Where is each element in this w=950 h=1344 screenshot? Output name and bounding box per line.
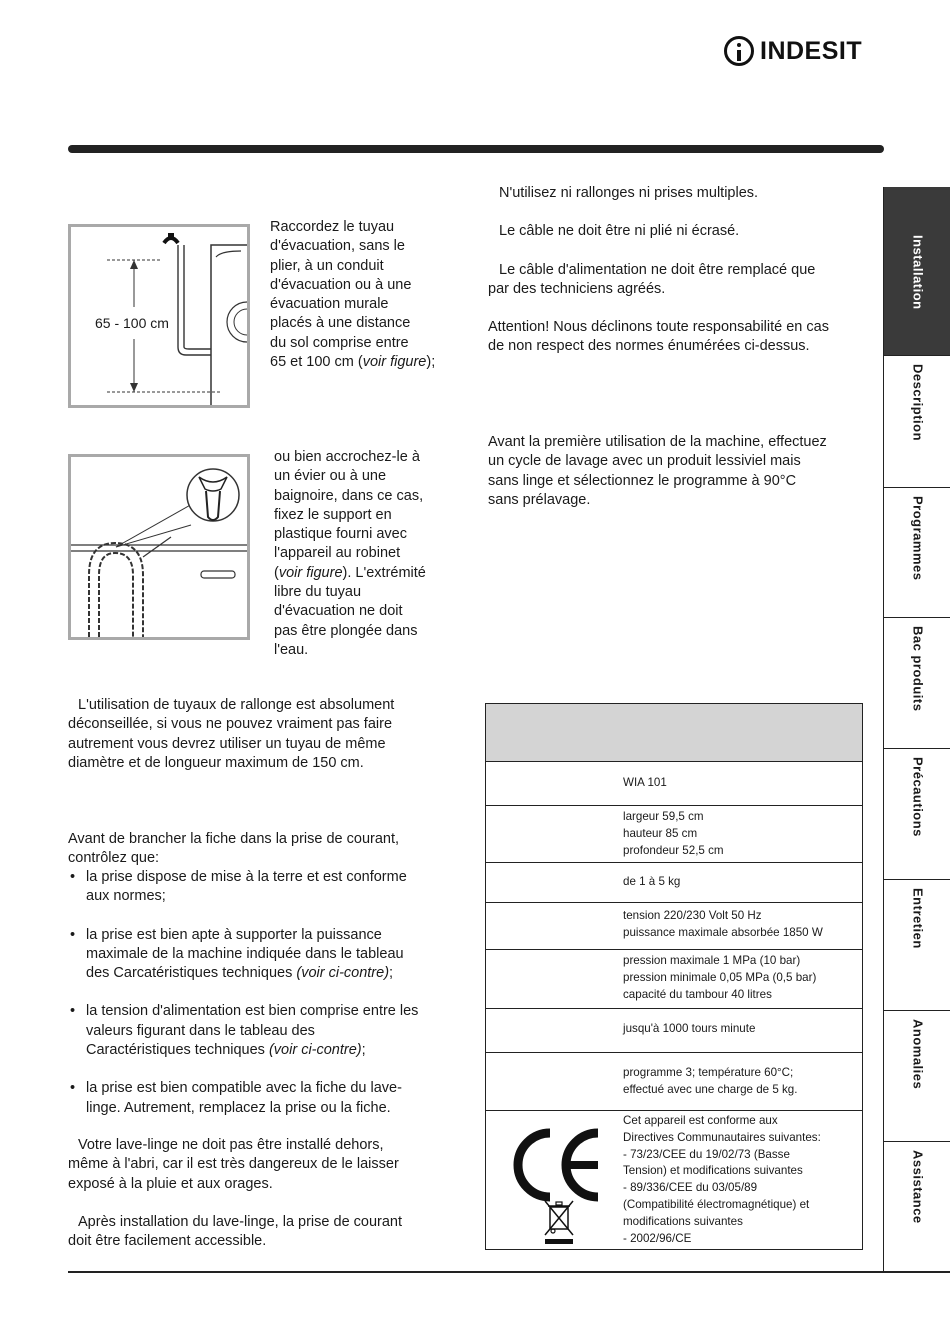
- text-line: pas être plongée dans: [274, 622, 418, 639]
- spec-row-spin: [486, 1009, 862, 1053]
- tab-programmes[interactable]: [884, 488, 950, 618]
- text-line: Avant de brancher la fiche dans la prise de courant,: [68, 831, 400, 847]
- text-line: fixez le support en: [274, 506, 392, 523]
- brand-name: INDESIT: [760, 36, 863, 65]
- text-line: Tension) et modifications suivantes: [623, 1164, 803, 1178]
- indesit-logo-icon: [724, 36, 754, 66]
- section-sidebar: [883, 187, 950, 1272]
- drain-height-label: 65 - 100 cm: [95, 315, 169, 331]
- text-line: • la prise est bien apte à supporter la puissance: [86, 926, 382, 943]
- text-line: valeurs figurant dans le tableau des: [86, 1022, 315, 1039]
- spec-value: [623, 809, 724, 859]
- text-run: 65 et 100 cm (: [270, 354, 363, 371]
- table-reference: (voir ci-contre): [296, 965, 390, 982]
- spec-value: jusqu'à 1000 tours minute: [623, 1022, 756, 1035]
- spec-value: [623, 1065, 797, 1099]
- text-line: évacuation murale: [270, 296, 389, 313]
- text-line: par des techniciens agréés.: [488, 281, 666, 298]
- text-line: Après installation du lave-linge, la prise de courant: [78, 1214, 403, 1230]
- text-line: exposé à la pluie et aux orages.: [68, 1175, 273, 1192]
- text-line: pression minimale 0,05 MPa (0,5 bar): [623, 970, 817, 984]
- check-item: [68, 1002, 453, 1060]
- spec-row-model: [486, 762, 862, 806]
- text-line: doit être facilement accessible.: [68, 1233, 267, 1250]
- spec-value: [623, 908, 823, 942]
- spec-row-electrical: [486, 903, 862, 950]
- drain-sink-paragraph: [274, 448, 446, 660]
- text-line: déconseillée, si vous ne pouvez vraiment pas faire: [68, 716, 393, 733]
- text-line: du sol comprise entre: [270, 334, 409, 351]
- specs-table-header: [486, 704, 862, 762]
- check-item: [68, 926, 453, 984]
- sidebar-top-block: [884, 187, 950, 227]
- text-line: un évier ou à une: [274, 468, 387, 485]
- text-line: largeur 59,5 cm: [623, 810, 704, 823]
- text-line: Votre lave-linge ne doit pas être installé dehors,: [78, 1137, 384, 1153]
- text-line: d'évacuation ne doit: [274, 603, 403, 620]
- text-line: l'eau.: [274, 641, 309, 658]
- text-line: autrement vous devrez utiliser un tuyau de même: [68, 735, 386, 752]
- text-line: libre du tuyau: [274, 584, 362, 601]
- text-line: d'évacuation ou à une: [270, 276, 412, 293]
- check-item: [68, 1079, 453, 1118]
- text-line: contrôlez que:: [68, 850, 160, 867]
- sink-drain-illustration: [71, 457, 247, 637]
- text-line: • la tension d'alimentation est bien comprise entre les: [86, 1003, 419, 1020]
- text-run: );: [426, 354, 436, 371]
- text-line: - 2002/96/CE: [623, 1231, 692, 1245]
- electrical-check-intro: [68, 830, 448, 869]
- check-item: [68, 868, 453, 907]
- figure-sink-drain: [68, 454, 250, 640]
- spec-value: [623, 1113, 821, 1247]
- text-line: profondeur 52,5 cm: [623, 843, 724, 857]
- text-line: placés à une distance: [270, 315, 411, 332]
- text-line: Cet appareil est conforme aux: [623, 1114, 778, 1127]
- tab-label: Description: [910, 364, 925, 442]
- text-line: sans linge et sélectionnez le programme à 90°C: [488, 472, 797, 489]
- text-run: Caractéristiques techniques: [86, 1042, 269, 1059]
- table-reference: (voir ci-contre): [268, 1042, 362, 1059]
- text-run: ;: [389, 965, 394, 982]
- text-line: Avant la première utilisation de la machine, effectuez: [488, 434, 827, 450]
- text-line: tension 220/230 Volt 50 Hz: [623, 909, 762, 922]
- access-paragraph: [68, 1213, 453, 1252]
- text-line: • la prise dispose de mise à la terre et est conforme: [86, 869, 407, 885]
- spec-row-dimensions: [486, 806, 862, 863]
- tab-anomalies[interactable]: [884, 1011, 950, 1142]
- text-run: ;: [361, 1042, 366, 1059]
- text-run: ). L'extrémité: [342, 564, 426, 581]
- text-line: programme 3; température 60°C;: [623, 1066, 794, 1079]
- indesit-logo: [724, 34, 862, 68]
- text-line: Directives Communautaires suivantes:: [623, 1130, 821, 1144]
- outdoor-warning-paragraph: [68, 1136, 453, 1194]
- figure-reference: voir figure: [278, 564, 343, 581]
- tab-entretien[interactable]: [884, 880, 950, 1011]
- text-line: (Compatibilité électromagnétique) et: [623, 1197, 810, 1211]
- text-line: diamètre et de longueur maximum de 150 cm.: [68, 754, 364, 771]
- text-line: plier, à un conduit: [270, 257, 384, 274]
- extension-paragraph: [68, 696, 448, 773]
- text-line: Le câble d'alimentation ne doit être remplacé que: [499, 262, 816, 278]
- figure-reference: voir figure: [362, 354, 427, 371]
- text-line: linge. Autrement, remplacez la prise ou la fiche.: [86, 1099, 391, 1116]
- text-line: même à l'abri, car il est très dangereux de le laisser: [68, 1156, 399, 1173]
- text-line: maximale de la machine indiquée dans le tableau: [86, 945, 404, 962]
- tab-bac-produits[interactable]: [884, 618, 950, 749]
- text-line: baignoire, dans ce cas,: [274, 487, 424, 504]
- cable-replace-note: [488, 261, 868, 300]
- text-line: L'utilisation de tuyaux de rallonge est absolument: [78, 697, 395, 713]
- spec-row-test-programme: [486, 1053, 862, 1111]
- tab-label: Anomalies: [910, 1019, 925, 1090]
- text-line: aux normes;: [86, 888, 166, 905]
- tab-description[interactable]: [884, 356, 950, 488]
- footer-rule: [68, 1271, 950, 1273]
- text-line: Raccordez le tuyau: [270, 219, 395, 235]
- tab-label: Programmes: [910, 496, 925, 581]
- text-line: hauteur 85 cm: [623, 826, 698, 840]
- text-line: un cycle de lavage avec un produit lessiviel mais: [488, 453, 801, 470]
- text-line: d'évacuation, sans le: [270, 238, 405, 255]
- spec-value: de 1 à 5 kg: [623, 875, 681, 888]
- tab-precautions[interactable]: [884, 749, 950, 880]
- tab-label: Bac produits: [910, 626, 925, 712]
- technical-specs-table: [485, 703, 863, 1250]
- text-run: des Carcatéristiques techniques: [86, 965, 297, 982]
- tab-assistance[interactable]: [884, 1142, 950, 1272]
- text-line: modifications suivantes: [623, 1214, 743, 1228]
- spec-row-directives: [486, 1111, 862, 1251]
- tab-installation[interactable]: [884, 227, 950, 356]
- spec-value: WIA 101: [623, 776, 667, 789]
- first-use-paragraph: [488, 433, 868, 510]
- spec-row-water: [486, 950, 862, 1009]
- tab-label: Précautions: [910, 757, 925, 837]
- text-line: [86, 1041, 453, 1060]
- weee-bin-icon: [542, 1199, 576, 1245]
- text-line: [274, 564, 446, 583]
- text-run: (: [274, 564, 279, 581]
- text-line: puissance maximale absorbée 1850 W: [623, 925, 823, 939]
- spec-row-capacity: [486, 863, 862, 903]
- tab-label: Entretien: [910, 888, 925, 949]
- text-line: pression maximale 1 MPa (10 bar): [623, 954, 801, 967]
- text-line: Attention! Nous déclinons toute responsabilité en cas: [488, 319, 829, 335]
- text-line: sans prélavage.: [488, 491, 591, 508]
- no-extensions-note: N'utilisez ni rallonges ni prises multiples.: [499, 185, 759, 201]
- text-line: l'appareil au robinet: [274, 545, 401, 562]
- text-line: [270, 353, 442, 372]
- text-line: capacité du tambour 40 litres: [623, 987, 772, 1001]
- cable-note: Le câble ne doit être ni plié ni écrasé.: [499, 223, 740, 239]
- text-line: [86, 964, 453, 983]
- text-line: - 89/336/CEE du 03/05/89: [623, 1181, 758, 1195]
- tab-label: Installation: [910, 235, 925, 310]
- text-line: effectué avec une charge de 5 kg.: [623, 1082, 798, 1096]
- header-rule: [68, 145, 884, 153]
- text-line: • la prise est bien compatible avec la fiche du lave-: [86, 1080, 402, 1097]
- figure-wall-drain: [68, 224, 250, 408]
- liability-note: [488, 318, 868, 357]
- electrical-check-list: [68, 868, 453, 1118]
- tab-label: Assistance: [910, 1150, 925, 1224]
- text-line: plastique fourni avec: [274, 526, 407, 543]
- spec-value: [623, 953, 816, 1003]
- drain-wall-paragraph: [270, 218, 442, 372]
- text-line: - 73/23/CEE du 19/02/73 (Basse: [623, 1147, 790, 1161]
- text-line: ou bien accrochez-le à: [274, 449, 420, 465]
- text-line: de non respect des normes énumérées ci-dessus.: [488, 338, 810, 355]
